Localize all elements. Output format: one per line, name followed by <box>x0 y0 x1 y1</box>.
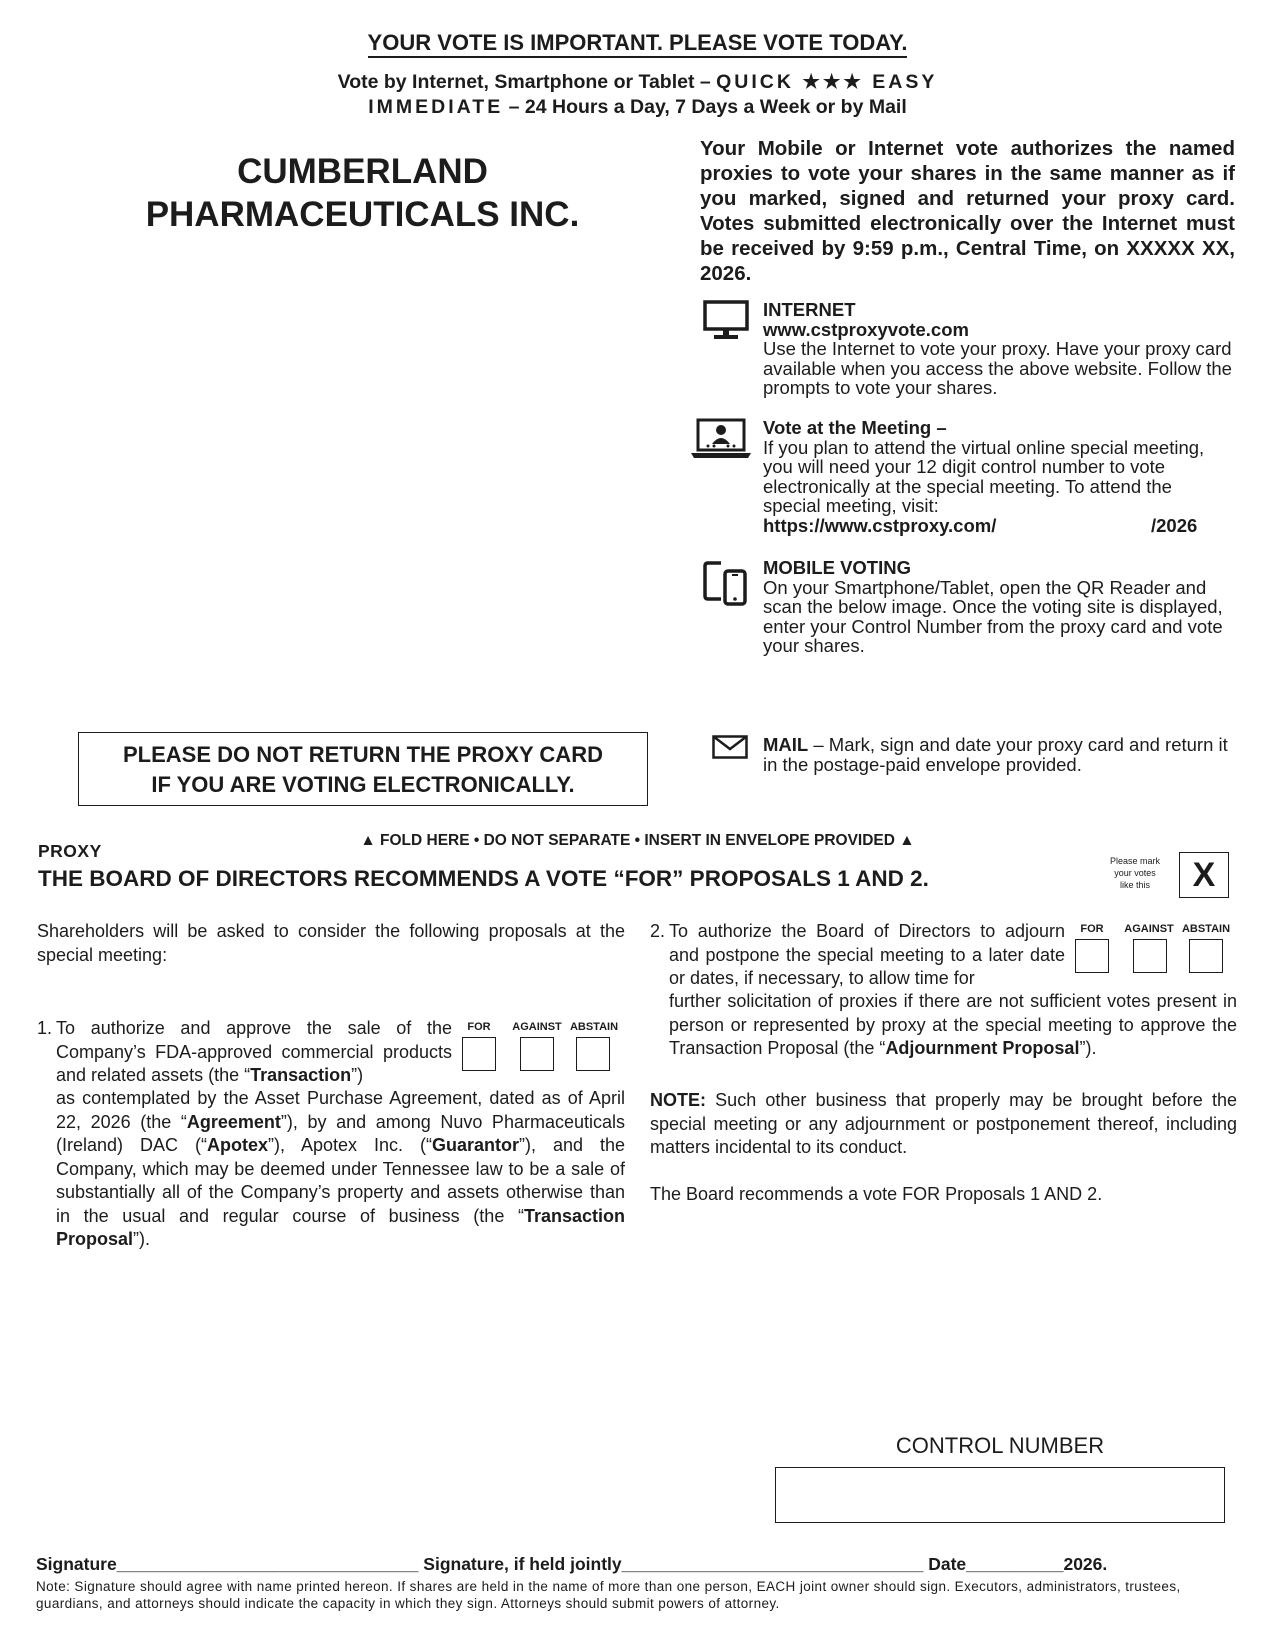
fold-instruction: ▲ FOLD HERE • DO NOT SEPARATE • INSERT IN ENVELOPE PROVIDED ▲ <box>360 832 915 849</box>
do-not-return-notice: PLEASE DO NOT RETURN THE PROXY CARD IF YOU ARE VOTING ELECTRONICALLY. <box>78 732 648 806</box>
proposal2-for-checkbox[interactable] <box>1075 939 1109 973</box>
proposal1-abstain-checkbox[interactable] <box>576 1037 610 1071</box>
mark-hint: Please mark your votes like this <box>1109 856 1161 890</box>
computer-monitor-icon <box>703 300 749 342</box>
virtual-meeting-laptop-icon <box>690 418 752 460</box>
signature-line: Signature_______________________________ Signature, if held jointly_______________________________ Date__________2026. <box>36 1554 1108 1574</box>
header-title: YOUR VOTE IS IMPORTANT. PLEASE VOTE TODAY. <box>0 30 1275 56</box>
board-recommendation-line: The Board recommends a vote FOR Proposals 1 AND 2. <box>650 1184 1103 1204</box>
mobile-text: On your Smartphone/Tablet, open the QR Reader and scan the below image. Once the voting site is displayed, enter your Control Number from the proxy card and vote your shares. <box>763 576 1223 656</box>
mail-method <box>763 735 1233 774</box>
internet-title: INTERNET <box>763 299 856 320</box>
mail-envelope-icon <box>712 735 748 759</box>
mobile-title: MOBILE VOTING <box>763 557 911 578</box>
note-text: NOTE: Such other business that properly may be brought before the special meeting or any adjournment or postponement thereof, including matters incidental to its conduct. <box>650 1090 1237 1157</box>
proposal1-against-checkbox[interactable] <box>520 1037 554 1071</box>
board-recommendation-heading: THE BOARD OF DIRECTORS RECOMMENDS A VOTE “FOR” PROPOSALS 1 AND 2. <box>38 866 929 891</box>
meeting-method: Vote at the Meeting – If you plan to attend the virtual online special meeting, you will need your 12 digit control number to vote electronically at the special meeting. To attend the special meeting, visit: https://www.cstproxy.com/ /2026 <box>763 418 1233 535</box>
control-number-label: CONTROL NUMBER <box>895 1433 1105 1458</box>
mail-text: – Mark, sign and date your proxy card and return it in the postage-paid envelope provided. <box>763 734 1228 775</box>
proposal2-abstain-label: ABSTAIN <box>1181 923 1231 935</box>
internet-text: Use the Internet to vote your proxy. Have your proxy card available when you access the above website. Follow the prompts to vote your shares. <box>763 338 1232 398</box>
mobile-method <box>763 558 1233 656</box>
meeting-url-suffix: /2026 <box>1151 514 1198 536</box>
company-name: CUMBERLAND PHARMACEUTICALS INC. <box>145 152 580 234</box>
proposal1-for-checkbox[interactable] <box>462 1037 496 1071</box>
mail-title: MAIL <box>763 734 809 755</box>
control-number-box <box>775 1467 1225 1523</box>
header-subtitle: Vote by Internet, Smartphone or Tablet – QUICK ★★★ EASY IMMEDIATE – 24 Hours a Day, 7 Days a Week or by Mail <box>337 71 938 118</box>
proposal1-text-b: as contemplated by the Asset Purchase Agreement, dated as of April 22, 2026 (the “Agreement”), by and among Nuvo Pharmaceuticals (Ireland) DAC (“Apotex”), Apotex Inc. (“Guarantor”), and the Company, which may be deemed under Tennessee law to be a sale of substantially all of the Company’s property and assets otherwise than in the usual and regular course of business (the “Transaction Proposal”). <box>56 1088 626 1249</box>
meeting-title: Vote at the Meeting <box>763 417 932 438</box>
example-mark-box: X <box>1179 852 1229 898</box>
proposal1-for-label: FOR <box>467 1021 491 1033</box>
proposal2-abstain-checkbox[interactable] <box>1189 939 1223 973</box>
proposal1-abstain-label: ABSTAIN <box>569 1021 619 1033</box>
proxy-label: PROXY <box>38 841 102 861</box>
signature-note: Note: Signature should agree with name printed hereon. If shares are held in the name of more than one person, EACH joint owner should sign. Executors, administrators, trustees, guardians, and attorneys should indicate the capacity in which they sign. Attorneys should submit powers of attorney. <box>36 1579 1181 1611</box>
internet-method <box>763 300 1233 398</box>
proposal2-text-b: further solicitation of proxies if there are not sufficient votes present in person or represented by proxy at the special meeting to approve the Transaction Proposal (the “Adjournment Proposal”). <box>669 991 1237 1058</box>
proposal2-against-label: AGAINST <box>1124 923 1174 935</box>
proposal2-against-checkbox[interactable] <box>1133 939 1167 973</box>
proposal1-number: 1. <box>37 1018 53 1038</box>
intro-text: Shareholders will be asked to consider the following proposals at the special meeting: <box>37 921 625 965</box>
proposal2-number: 2. <box>650 921 666 941</box>
proposal2-for-label: FOR <box>1080 923 1104 935</box>
mobile-tablet-icon <box>703 560 749 606</box>
proposal2-text-a: To authorize the Board of Directors to adjourn and postpone the special meeting to a later date or dates, if necessary, to allow time for <box>669 921 1065 988</box>
meeting-url[interactable]: https://www.cstproxy.com/ <box>763 514 997 536</box>
proposal1-against-label: AGAINST <box>512 1021 562 1033</box>
authorization-text: Your Mobile or Internet vote authorizes the named proxies to vote your shares in the same manner as if you marked, signed and returned your proxy card. Votes submitted electronically over the Internet must be received by 9:59 p.m., Central Time, on XXXXX XX, 2026. <box>700 137 1235 285</box>
internet-url[interactable]: www.cstproxyvote.com <box>763 318 969 340</box>
proposal1-text-a: To authorize and approve the sale of the Company’s FDA-approved commercial products and related assets (the “Transaction”) <box>56 1018 452 1085</box>
meeting-text: If you plan to attend the virtual online special meeting, you will need your 12 digit control number to vote electronically at the special meeting. To attend the special meeting, visit: <box>763 436 1205 516</box>
